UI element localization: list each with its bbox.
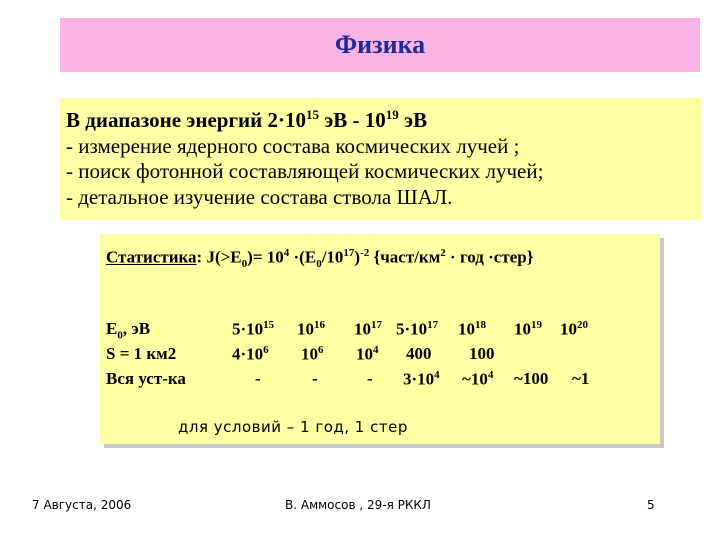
title-bar <box>60 18 700 72</box>
array-cell: $\sim 10^4$ <box>462 369 494 389</box>
array-cell: - <box>255 369 261 388</box>
conditions-note: для условий – 1 год, 1 стер <box>178 418 408 436</box>
scope-item: - измерение ядерного состава космических лучей ; <box>66 133 520 158</box>
energy-row-label: $E_0$, эВ <box>106 319 151 342</box>
scope-item: - поиск фотонной составляющей космических лучей; <box>66 159 544 183</box>
energy-cell: $5\cdot 10^{17}$ <box>396 319 439 339</box>
array-cell: - <box>312 369 318 388</box>
array-cell: - <box>367 369 373 388</box>
statistics-box <box>100 234 660 444</box>
area-cell: 100 <box>469 344 495 363</box>
area-cell: $10^4$ <box>356 344 379 364</box>
page-title: Физика <box>334 30 426 59</box>
scope-item: - детальное изучение состава ствола ШАЛ. <box>66 184 453 209</box>
energy-cell: $10^{20}$ <box>560 319 588 339</box>
energy-cell: $5\cdot 10^{15}$ <box>232 319 275 339</box>
array-cell: ~1 <box>572 369 590 388</box>
statistics-formula: Статистика: $J(>E_0)= 10^4 \cdot(E_0/10^{17})^{-2}$ {$част/км^2$ · год ·стер} <box>106 247 534 271</box>
footer-date: 7 Августа, 2006 <box>32 498 132 512</box>
energy-cell: $10^{17}$ <box>354 319 382 339</box>
energy-cell: $10^{19}$ <box>514 319 542 339</box>
array-row-label: Вся уст-ка <box>106 369 186 388</box>
area-row-label: S = 1 км2 <box>106 344 177 363</box>
array-cell: $3\cdot 10^4$ <box>403 369 440 389</box>
area-cell: 400 <box>406 344 432 363</box>
energy-cell: $10^{18}$ <box>458 319 486 339</box>
energy-range-line: В диапазоне энергий $2\cdot 10^{15}$ эВ - $10^{19}$ эВ <box>66 107 428 132</box>
page-number: 5 <box>647 498 655 512</box>
area-cell: $4\cdot 10^6$ <box>232 344 269 364</box>
area-cell: $10^6$ <box>301 344 324 364</box>
scope-box <box>60 98 701 220</box>
footer-author: В. Аммосов , 29-я РККЛ <box>285 498 431 512</box>
energy-cell: $10^{16}$ <box>297 319 325 339</box>
array-cell: ~100 <box>514 369 549 388</box>
